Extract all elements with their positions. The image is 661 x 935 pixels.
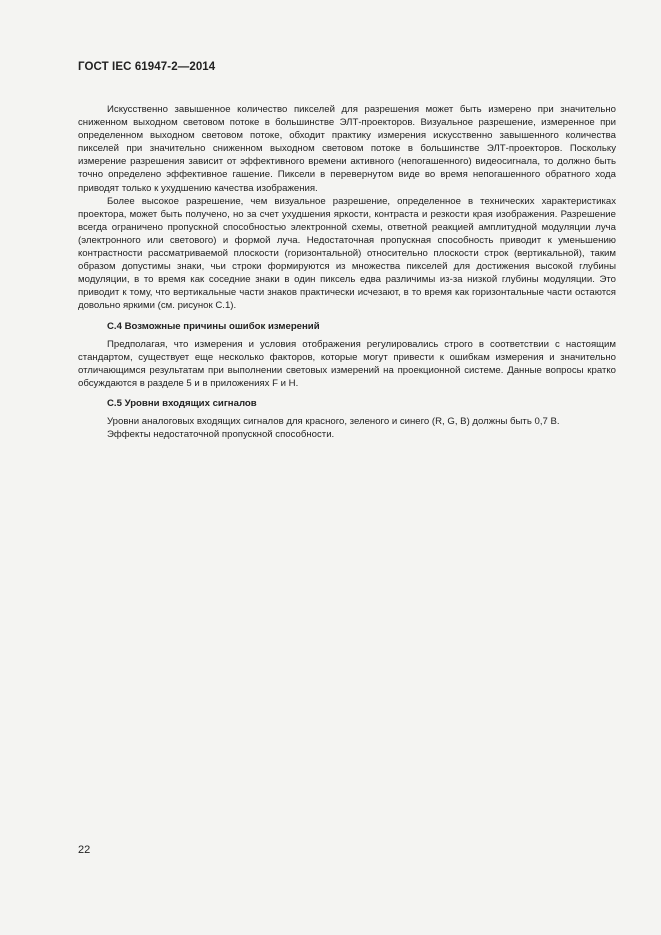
document-header: ГОСТ IEC 61947-2—2014 [78, 61, 216, 73]
page-number: 22 [78, 844, 91, 856]
section-heading: С.4 Возможные причины ошибок измерений [107, 320, 320, 332]
paragraph: Уровни аналоговых входящих сигналов для красного, зеленого и синего (R, G, B) должны быть 0,7 В. [107, 416, 560, 428]
paragraph: Эффекты недостаточной пропускной способности. [107, 429, 335, 441]
section-heading: С.5 Уровни входящих сигналов [107, 397, 257, 409]
document-body [78, 103, 616, 441]
paragraph: Искусственно завышенное количество пикселей для разрешения может быть измерено при значительно сниженном выходном световом потоке в большинстве ЭЛТ-проекторов. Визуальное разрешение, измеренное при определенном выходном световом потоке, обходит практику измерения искусственно завышенного количества пикселей при значительно сниженном выходном световом потоке в большинстве ЭЛТ-проекторов. Поскольку измерение разрешения зависит от эффективного времени активного (непогашенного) видеосигнала, то должно быть точно определено эффективное гашение. Пиксели в перевернутом виде во время непогашенного обратного хода приводят только к ухудшению качества изображения. [78, 104, 616, 194]
paragraph: Предполагая, что измерения и условия отображения регулировались строго в соответствии с настоящим стандартом, существует еще несколько факторов, которые могут привести к ошибкам измерения и значительно отличающимся результатам при выполнении световых измерений на проекционной системе. Данные вопросы кратко обсуждаются в разделе 5 и в приложениях F и H. [78, 338, 616, 389]
paragraph: Более высокое разрешение, чем визуальное разрешение, определенное в технических характеристиках проектора, может быть получено, но за счет ухудшения яркости, контраста и резкости края изображения. Разрешение всегда ограничено пропускной способностью электронной схемы, ответной реакцией амплитудной модуляции луча (электронного или светового) и формой луча. Недостаточная пропускная способность приводит к уменьшению контрастности рассматриваемой плоскости (горизонтальной) относительно плоскости строк (вертикальной), таким образом допустимы знаки, чьи строки формируются из множества пикселей для достижения высокой глубины модуляции, в то время как соседние знаки в один пиксель едва различимы из-за низкой глубины модуляции. Это приводит к тому, что вертикальные части знаков практически исчезают, в то время как горизонтальные части остаются довольно яркими (см. рисунок С.1). [78, 195, 616, 312]
